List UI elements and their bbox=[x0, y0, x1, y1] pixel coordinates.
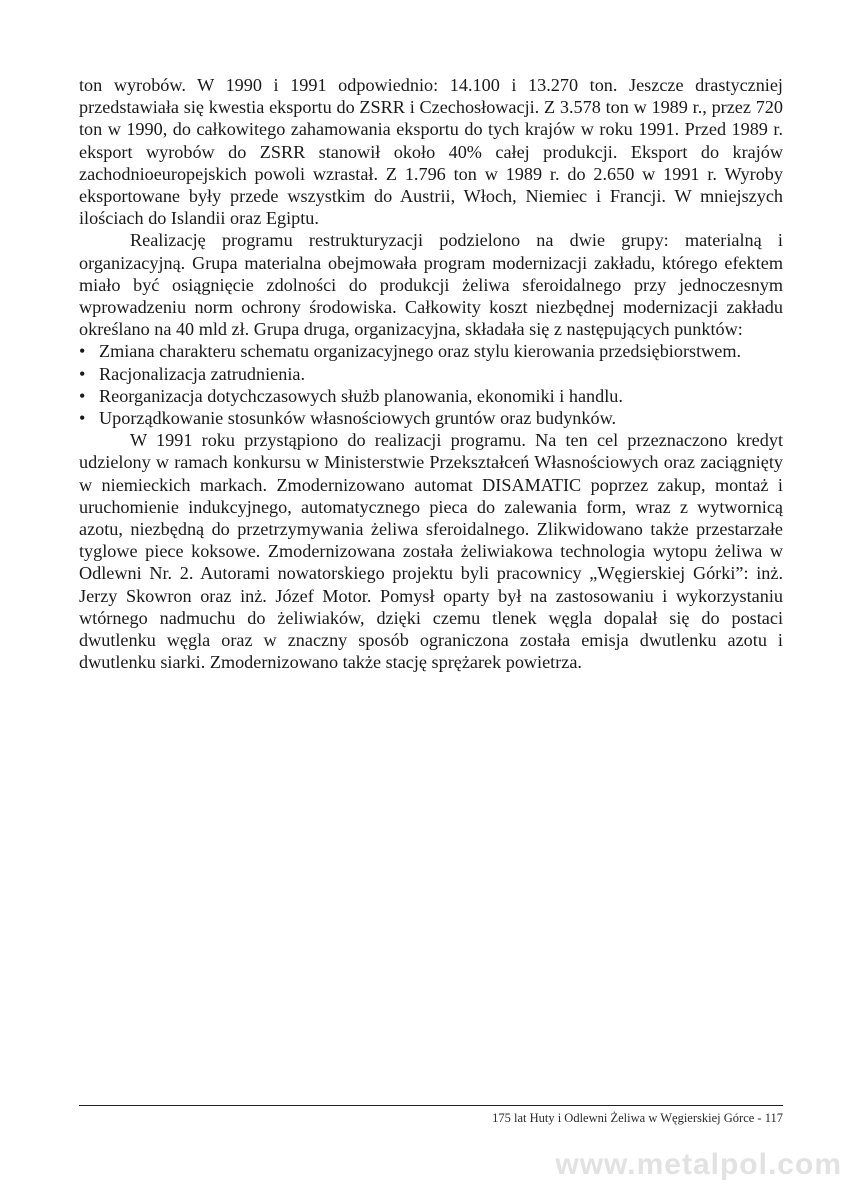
list-item: • Uporządkowanie stosunków własnościowych gruntów oraz budynków. bbox=[79, 407, 783, 429]
footer-running-title: 175 lat Huty i Odlewni Żeliwa w Węgierskiej Górce - 117 bbox=[492, 1111, 783, 1125]
list-item: • Racjonalizacja zatrudnienia. bbox=[79, 363, 783, 385]
list-item: • Reorganizacja dotychczasowych służb planowania, ekonomiki i handlu. bbox=[79, 385, 783, 407]
page-body bbox=[79, 74, 783, 673]
paragraph-restructuring: Realizację programu restrukturyzacji podzielono na dwie grupy: materialną i organizacyjną. Grupa materialna obejmowała program modernizacji zakładu, którego efektem miało być osiągnięcie zdolności do produkcji żeliwa sferoidalnego przy jednoczesnym wprowadzeniu norm ochrony środowiska. Całkowity koszt niezbędnej modernizacji zakładu określano na 40 mld zł. Grupa druga, organizacyjna, składała się z następujących punktów: bbox=[79, 230, 783, 340]
paragraph-export: ton wyrobów. W 1990 i 1991 odpowiednio: 14.100 i 13.270 ton. Jeszcze drastyczniej przedstawiała się kwestia eksportu do ZSRR i Czechosłowacji. Z 3.578 ton w 1989 r., przez 720 ton w 1990, do całkowitego zahamowania eksportu do tych krajów w roku 1991. Przed 1989 r. eksport wyrobów do ZSRR stanowił około 40% całej produkcji. Eksport do krajów zachodnioeuropejskich powoli wzrastał. Z 1.796 ton w 1989 r. do 2.650 w 1991 r. Wyroby eksportowane były przede wszystkim do Austrii, Włoch, Niemiec i Francji. W mniejszych ilościach do Islandii oraz Egiptu. bbox=[79, 75, 783, 229]
footer-divider bbox=[79, 1105, 783, 1106]
list-item: • Zmiana charakteru schematu organizacyjnego oraz stylu kierowania przedsiębiorstwem. bbox=[79, 340, 783, 362]
bullet-list bbox=[79, 340, 783, 429]
paragraph-modernization: W 1991 roku przystąpiono do realizacji programu. Na ten cel przeznaczono kredyt udzielony w ramach konkursu w Ministerstwie Przekształceń Własnościowych oraz zaciągnięty w niemieckich markach. Zmodernizowano automat DISAMATIC poprzez zakup, montaż i uruchomienie indukcyjnego, automatycznego pieca do zalewania form, wraz z wytwornicą azotu, niezbędną do przetrzymywania żeliwa sferoidalnego. Zlikwidowano także przestarzałe tyglowe piece koksowe. Zmodernizowana została żeliwiakowa technologia wytopu żeliwa w Odlewni Nr. 2. Autorami nowatorskiego projektu byli pracownicy „Węgierskiej Górki”: inż. Jerzy Skowron oraz inż. Józef Motor. Pomysł oparty był na zastosowaniu i wykorzystaniu wtórnego nadmuchu do żeliwiaków, dzięki czemu tlenek węgla dopalał się do postaci dwutlenku węgla oraz w znaczny sposób ograniczona została emisja dwutlenku azotu i dwutlenku siarki. Zmodernizowano także stację sprężarek powietrza. bbox=[79, 430, 783, 673]
watermark-logo: www.metalpol.com bbox=[555, 1148, 842, 1181]
